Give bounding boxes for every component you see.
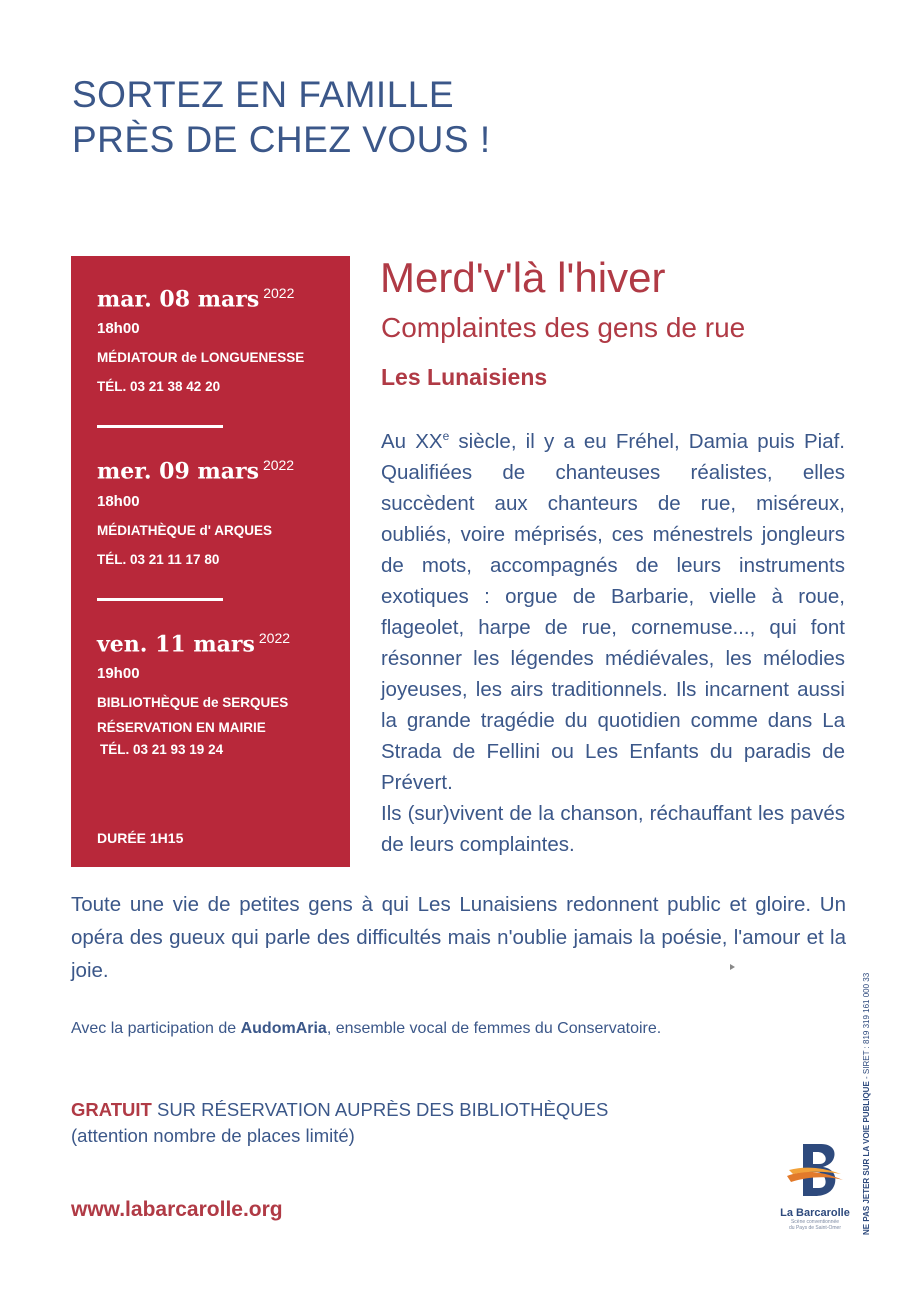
event-1 (97, 278, 350, 401)
event-venue: MÉDIATOUR de LONGUENESSE (97, 350, 305, 366)
event-year: 2022 (262, 457, 295, 474)
logo-tagline-2: du Pays de Saint-Omer (789, 1225, 841, 1231)
booking-info (71, 1097, 608, 1149)
event-reservation: RÉSERVATION EN MAIRIE (97, 719, 266, 735)
event-time: 19h00 (97, 664, 140, 682)
event-year: 2022 (258, 629, 291, 646)
event-time: 18h00 (97, 492, 140, 510)
event-separator (97, 598, 223, 601)
website-link[interactable]: www.labarcarolle.org (71, 1198, 283, 1221)
booking-free: GRATUIT (71, 1099, 152, 1120)
show-company: Les Lunaisiens (381, 364, 548, 390)
event-phone: TÉL. 03 21 38 42 20 (97, 379, 221, 395)
event-date: mer. 09 mars $^{2022}$ (97, 457, 295, 485)
headline-line-2: PRÈS DE CHEZ VOUS ! (72, 119, 491, 160)
show-title: Merd'v'là l'hiver (380, 254, 666, 301)
closing-paragraph: Toute une vie de petites gens à qui Les Lunaisiens redonnent public et gloire. Un opéra des gueux qui parle des difficultés mais n'oublie jamais la poésie, l'amour et la joie. (71, 893, 846, 982)
logo-name: La Barcarolle (780, 1207, 850, 1219)
description-intro-sup: e (442, 429, 450, 443)
scan-mark (730, 964, 735, 970)
event-date: ven. 11 mars $^{2022}$ (97, 629, 291, 657)
booking-rest: SUR RÉSERVATION AUPRÈS DES BIBLIOTHÈQUES (151, 1099, 609, 1120)
event-date: mar. 08 mars $^{2022}$ (97, 285, 295, 313)
description-last: Ils (sur)vivent de la chanson, réchauffant les pavés de leurs complaintes. (381, 801, 845, 856)
participation-name: AudomAria (240, 1020, 327, 1037)
event-year: 2022 (263, 285, 295, 301)
side-notice-rest: - SIRET : 819 319 161 000 33 (862, 972, 871, 1082)
participation-line (71, 1020, 661, 1038)
side-notice (862, 945, 871, 1235)
barcarolle-logo (770, 1140, 860, 1240)
barcarolle-b-icon (785, 1140, 845, 1200)
duration: DURÉE 1H15 (97, 830, 184, 846)
booking-note: (attention nombre de places limité) (71, 1125, 355, 1146)
participation-prefix: Avec la participation de (71, 1020, 241, 1037)
event-venue: MÉDIATHÈQUE d' ARQUES (97, 522, 272, 538)
event-schedule-box (71, 256, 350, 867)
event-2 (97, 450, 350, 573)
description-intro: Au XX (381, 429, 443, 453)
side-notice-bold: NE PAS JETER SUR LA VOIE PUBLIQUE (862, 1081, 871, 1235)
event-venue: BIBLIOTHÈQUE de SERQUES (97, 694, 289, 710)
event-separator (97, 425, 223, 428)
headline-line-1: SORTEZ EN FAMILLE (72, 74, 455, 115)
headline (72, 72, 491, 162)
event-3 (97, 623, 350, 761)
show-subtitle: Complaintes des gens de rue (381, 312, 746, 343)
description-body: siècle, il y a eu Fréhel, Damia puis Piaf. Qualifiées de chanteuses réalistes, elles succèdent aux chanteurs de rue, miséreux, oubliés, voire méprisés, ces ménestrels jongleurs de mots, accompagnés de leurs instruments exotiques : orgue de Barbarie, vielle à roue, flageolet, harpe de rue, cornemuse..., qui font résonner les légendes médiévales, les mélodies joyeuses, les airs traditionnels. Ils incarnent aussi la grande tragédie du quotidien comme dans La Strada de Fellini ou Les Enfants du paradis de Prévert. (381, 429, 845, 794)
event-phone: TÉL. 03 21 11 17 80 (97, 551, 220, 567)
participation-suffix: , ensemble vocal de femmes du Conservatoire. (326, 1020, 662, 1037)
logo-tagline-1: Scène conventionnée (790, 1219, 840, 1225)
show-description (381, 421, 845, 860)
event-phone: TÉL. 03 21 93 19 24 (100, 741, 224, 757)
event-time: 18h00 (97, 320, 140, 338)
